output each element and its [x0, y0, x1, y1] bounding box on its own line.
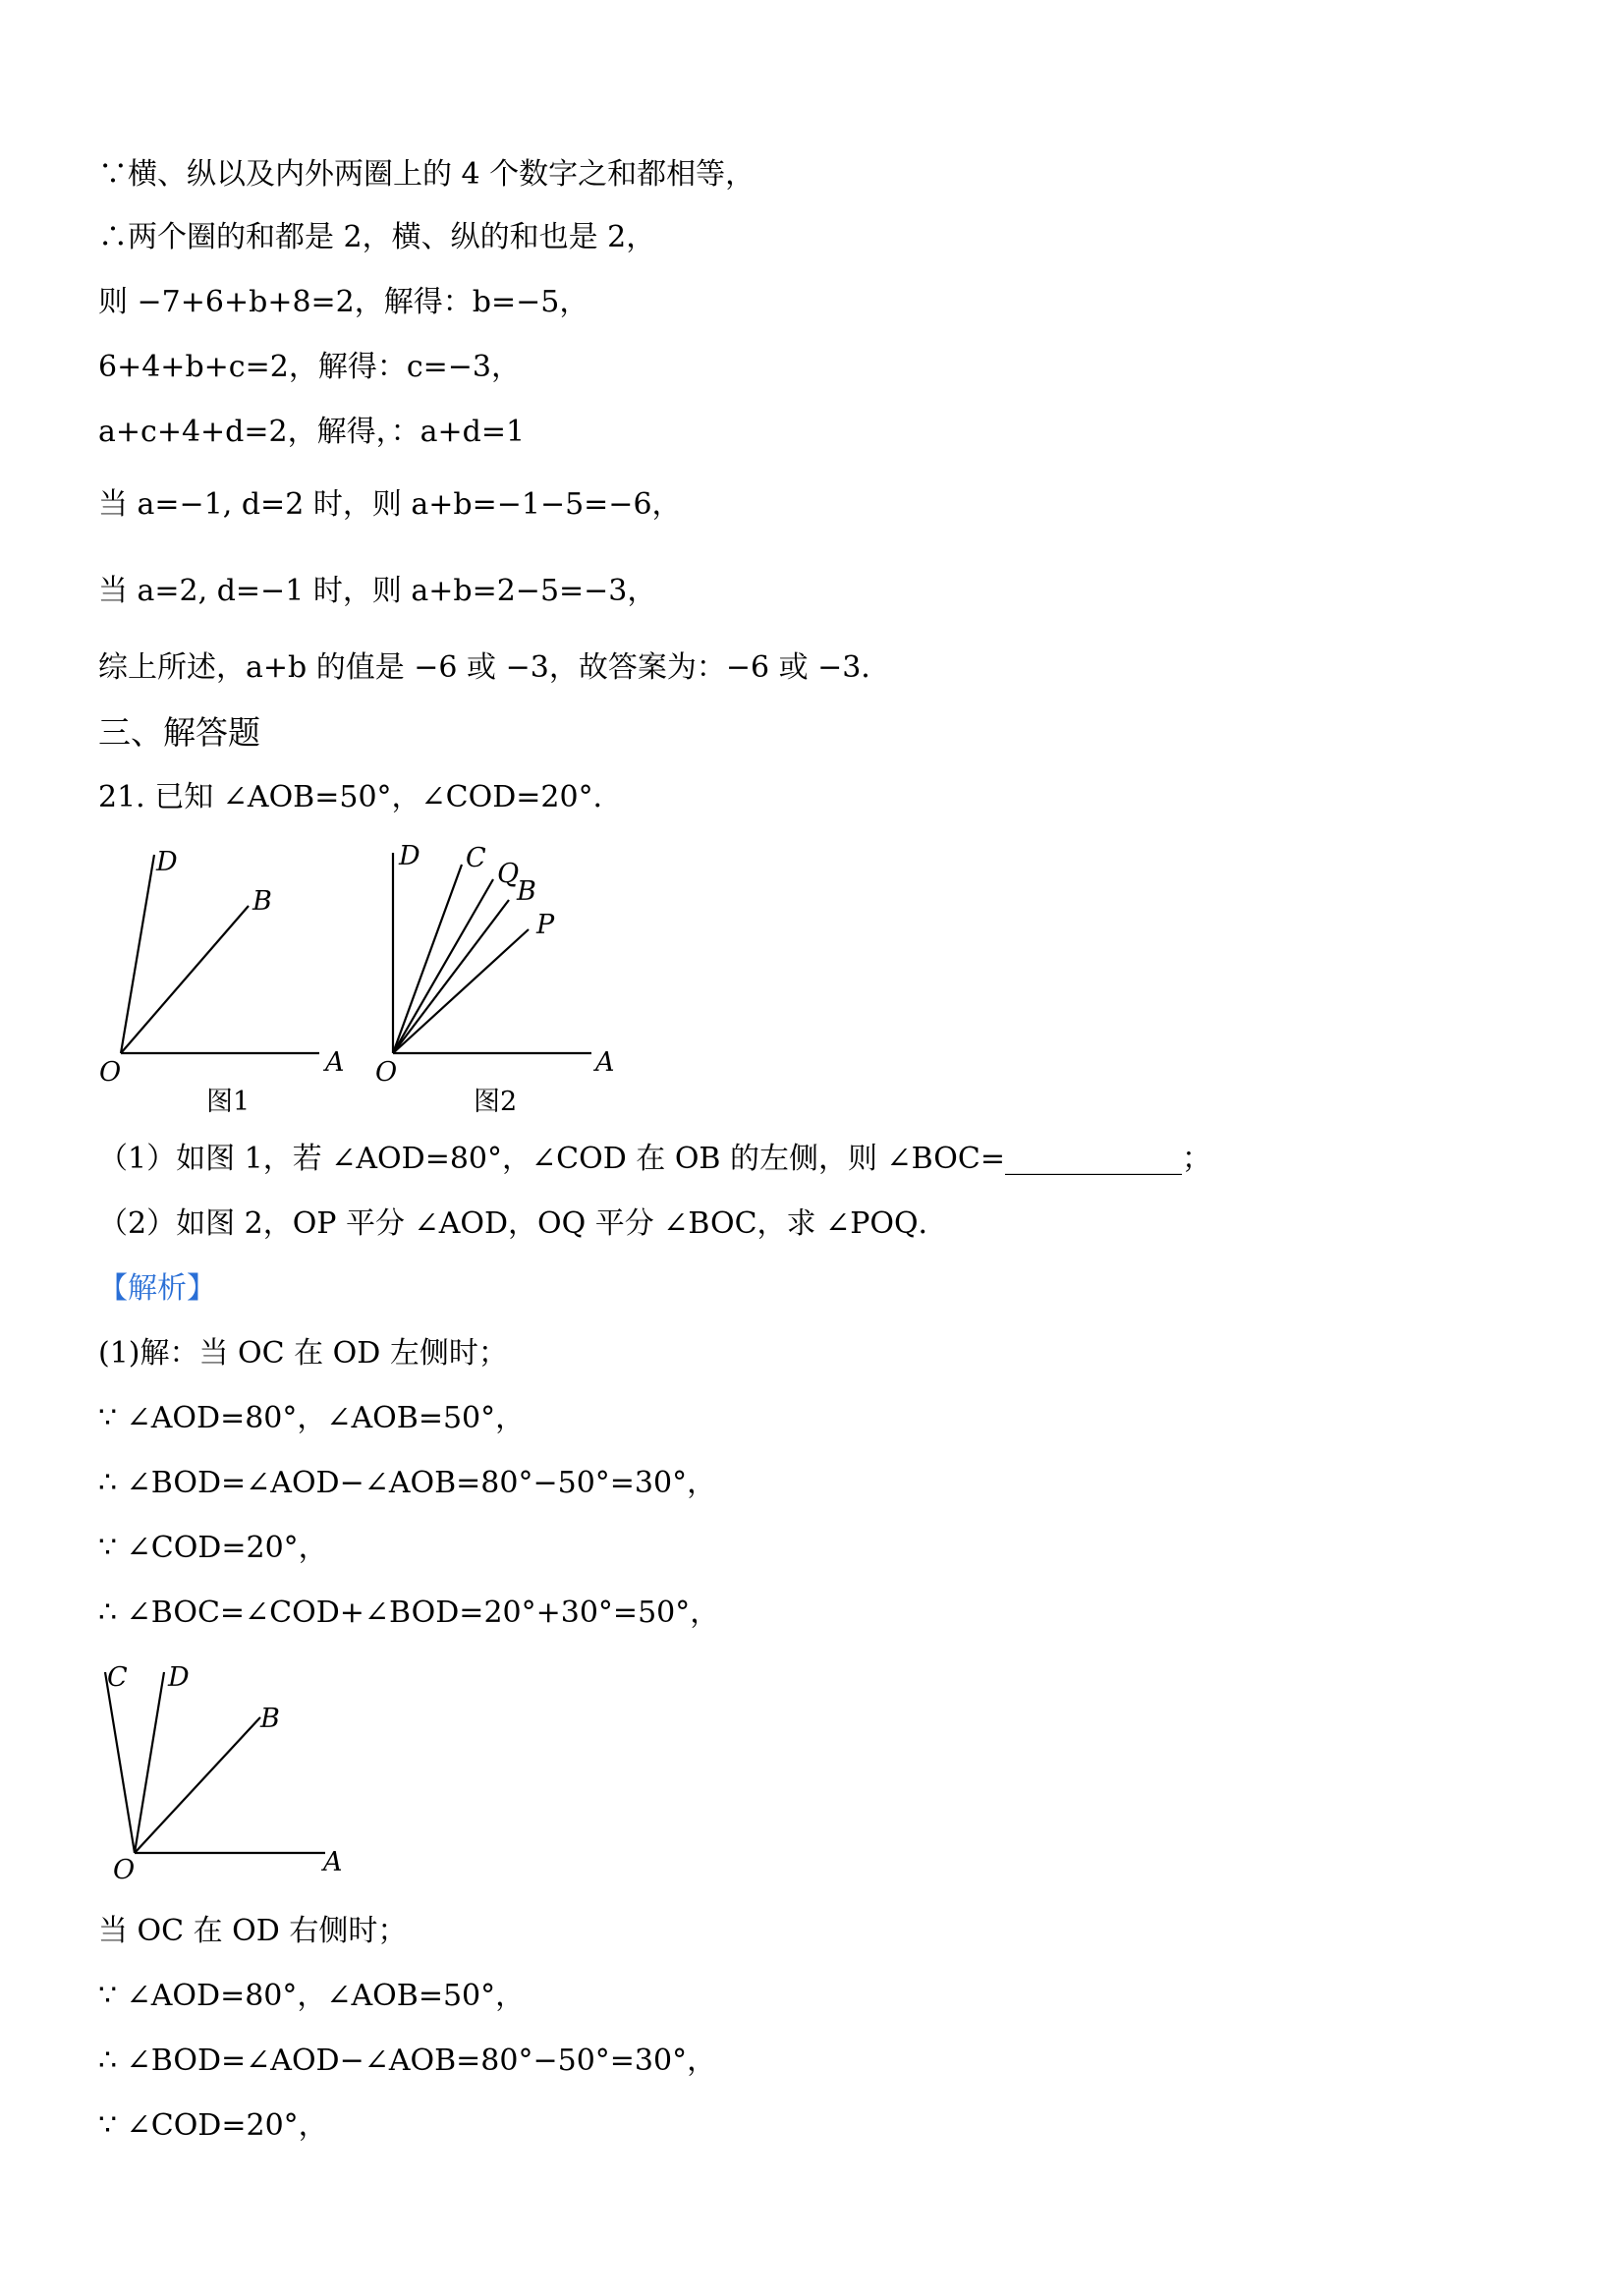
- label-d: D: [156, 847, 178, 877]
- ray-ob: [393, 900, 509, 1053]
- figure-3-diagram: [93, 1656, 368, 1885]
- section-heading: 三、解答题: [98, 713, 260, 752]
- solution-line-6: ∴ ∠BOD=∠AOD−∠AOB=80°−50°=30°，: [98, 2044, 717, 2078]
- label-b: B: [260, 1704, 280, 1734]
- ray-oc: [393, 865, 462, 1053]
- solution-case-2: 当 OC 在 OD 右侧时；: [98, 1914, 408, 1948]
- label-o: O: [99, 1057, 122, 1088]
- label-c: C: [107, 1662, 128, 1693]
- figure-1-caption: 图1: [206, 1087, 251, 1117]
- label-b: B: [252, 886, 272, 917]
- solution-line-4: ∴ ∠BOC=∠COD+∠BOD=20°+30°=50°，: [98, 1596, 720, 1630]
- question-part-1: （1）如图 1，若 ∠AOD=80°，∠COD 在 OB 的左侧，则 ∠BOC=____________；: [98, 1142, 1211, 1176]
- text-line-6: 当 a=−1, d=2 时，则 a+b=−1−5=−6，: [98, 487, 682, 522]
- label-a: A: [325, 1047, 345, 1078]
- text-line-4: 6+4+b+c=2，解得：c=−3，: [98, 350, 521, 384]
- label-a: A: [323, 1847, 343, 1877]
- figure-2-caption: 图2: [474, 1087, 518, 1117]
- problem-statement: 21. 已知 ∠AOB=50°，∠COD=20°．: [98, 780, 623, 814]
- label-o: O: [375, 1057, 398, 1088]
- figure-2-diagram: [373, 835, 629, 1120]
- label-c: C: [466, 843, 486, 873]
- label-d: D: [168, 1662, 190, 1693]
- solution-line-5: ∵ ∠AOD=80°，∠AOB=50°，: [98, 1979, 526, 2013]
- label-b: B: [517, 876, 536, 907]
- analysis-heading: 【解析】: [98, 1271, 216, 1306]
- text-line-8: 综上所述，a+b 的值是 −6 或 −3，故答案为：−6 或 −3．: [98, 650, 891, 685]
- solution-line-2: ∴ ∠BOD=∠AOD−∠AOB=80°−50°=30°，: [98, 1466, 717, 1500]
- solution-line-1: ∵ ∠AOD=80°，∠AOB=50°，: [98, 1401, 526, 1435]
- label-p: P: [536, 910, 555, 940]
- ray-op: [393, 929, 529, 1053]
- label-d: D: [399, 841, 420, 871]
- question-part-2: （2）如图 2，OP 平分 ∠AOD，OQ 平分 ∠BOC，求 ∠POQ．: [98, 1206, 948, 1241]
- ray-oc: [105, 1672, 135, 1853]
- solution-line-7: ∵ ∠COD=20°，: [98, 2108, 328, 2143]
- text-line-3: 则 −7+6+b+8=2，解得：b=−5，: [98, 285, 589, 319]
- label-o: O: [113, 1855, 136, 1885]
- label-q: Q: [497, 859, 520, 889]
- figure-1-diagram: [93, 835, 368, 1120]
- label-a: A: [595, 1047, 615, 1078]
- solution-case-1: (1)解：当 OC 在 OD 左侧时；: [98, 1336, 508, 1371]
- ray-ob: [121, 906, 249, 1053]
- text-line-7: 当 a=2, d=−1 时，则 a+b=2−5=−3，: [98, 574, 657, 608]
- text-line-1: ∵横、纵以及内外两圈上的 4 个数字之和都相等，: [98, 157, 756, 192]
- ray-od: [121, 855, 154, 1053]
- solution-line-3: ∵ ∠COD=20°，: [98, 1531, 328, 1565]
- text-line-5: a+c+4+d=2，解得，：a+d=1: [98, 415, 526, 449]
- text-line-2: ∴两个圈的和都是 2，横、纵的和也是 2，: [98, 220, 656, 254]
- ray-oq: [393, 879, 493, 1053]
